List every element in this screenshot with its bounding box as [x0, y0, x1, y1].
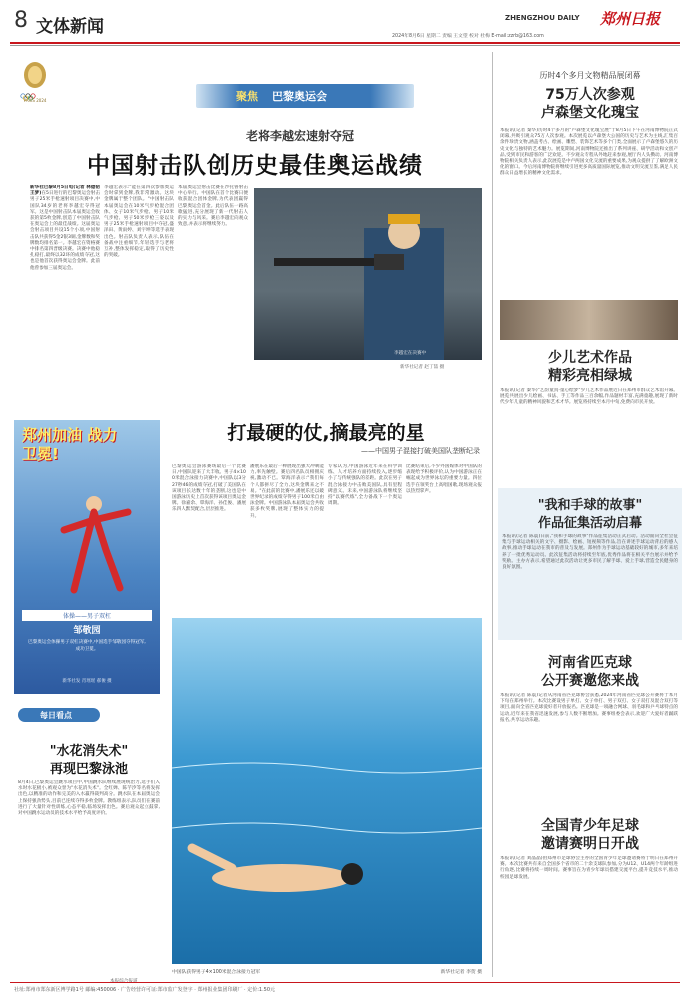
paper-name-cn: 郑州日报 — [600, 10, 661, 28]
daily-tag-label: 每日看点 — [40, 711, 72, 720]
story1-headline-2: 卢森堡文化瑰宝 — [541, 105, 639, 121]
sidebar-athlete: 邹敬园 — [73, 626, 101, 636]
sidebar-event-label: 体操——男子双杠 — [22, 610, 152, 621]
story2-body: 本报讯(记者 秦华)"艺韵童真·童心绘梦"少儿艺术作品展近日在郑州市群众艺术馆开幕。展览共展出少儿绘画、书法、手工等作品三百余幅,作品题材丰富,充满童趣,展现了新时代少年儿童的精神风貌和艺术才华。展览将持续至本月中旬,免费向市民开放。 — [500, 388, 678, 406]
feature-col2: 潘展乐在最后一棒展现出强大冲刺能力,率先触壁。赛后四名队员相拥庆祝,激动不已。覃海洋表示:"我们每个人都拼尽了全力,这块金牌来之不易。"在此前的比赛中,潘展乐还以破世界纪录的成绩夺得男子100米自由泳金牌。中国游泳队本届奥运会共收获多枚奖牌,展现了整体实力的提升。 — [250, 464, 324, 519]
gymnast-figure — [54, 490, 134, 600]
story5-headline-1: 全国青少年足球 — [541, 818, 639, 834]
sidebar-desc: 巴黎奥运会体操男子双杠决赛中,中国选手邹敬园夺得冠军,成功卫冕。 — [28, 640, 146, 652]
page-number: 8 — [14, 8, 28, 33]
swim-credit — [110, 978, 138, 984]
feature-col4: 比赛结束后,不少外国媒体对中国队的表现给予积极评价,认为中国游泳正在崛起成为世界泳坛的重要力量。四位选手在领奖台上高唱国歌,现场观众报以热烈掌声。 — [406, 464, 482, 494]
header-rule — [10, 42, 680, 44]
feature-col3: 专家认为,中国游泳近年来在科学训练、人才培养方面持续投入,逐步缩小了与传统强队的差距。此次在男子混合泳接力中击败美国队,具有里程碑意义。未来,中国游泳队将继续坚持"以赛代练",全力备战下一个奥运周期。 — [328, 464, 402, 507]
lead-byline: 新华社巴黎8月5日电(记者 林德韧 王梦) — [30, 185, 100, 197]
story3-headline-2: 作品征集活动启幕 — [537, 516, 642, 531]
footer-text: 社址:郑州市郑东新区博学路1号 邮编:450006 · 广告经营许可证:郑市监广发登字 · 郑州报业集团印刷厂 · 定价:1.50元 — [14, 987, 276, 993]
paris-logo-text: PARIS 2024 — [23, 98, 47, 103]
sidebar-feature — [14, 420, 160, 694]
lead-body-text-1: 在5日进行的巴黎奥运会射击男子25米手枪速射项目决赛中,中国队34岁的老将李越宏夺得冠军。这是中国射击队本届奥运会收获的第5枚金牌,创造了中国射击队在奥运会上的最佳战绩。这届奥运会射击项目共设15个小项,中国射击队共获得5金2银3铜,金牌数和奖牌数均排名第一。李越宏在资格赛中排名第四晋级决赛。决赛中他稳扎稳打,最终以32环的成绩夺冠,这也是他首次获得奥运会金牌。此前他曾参加三届奥运会。 — [30, 191, 100, 271]
lead-photo — [254, 188, 482, 360]
paris-logo — [16, 58, 54, 106]
swim-headline-2: 再现巴黎泳池 — [49, 762, 128, 777]
story4-headline-2: 公开赛邀您来战 — [541, 673, 639, 689]
feature-photo-caption — [172, 968, 482, 975]
feature-caption-credit: 新华社记者 李贺 摄 — [440, 970, 482, 975]
story1-headline-1: 75万人次参观 — [545, 87, 635, 103]
lead-kicker: 老将李越宏速射夺冠 — [245, 129, 354, 143]
sidebar-title-art: 郑州加油 战力卫冕! — [22, 426, 118, 463]
focus-banner-icon: 聚焦 — [236, 90, 258, 103]
story3-body: 本报讯(记者 陈震)日前,"我和手球的故事"作品征集活动正式启动。活动面向全社会征集与手球运动相关的文字、摄影、绘画、短视频等作品,旨在讲述手球运动背后的感人故事,推动手球运动在我市的普及与发展。郑州作为手球运动基础较好的城市,多年来培养了一批优秀运动员。此次征集活动将持续至年底,优秀作品将在相关平台展示并给予奖励。主办方表示,希望通过此次活动让更多市民了解手球、爱上手球,营造全民健身的良好氛围。 — [502, 534, 678, 571]
right-column-divider — [492, 52, 493, 977]
feature-subhead: ——中国男子混接打破美国队垄断纪录 — [361, 447, 480, 455]
header-rule-thin — [10, 45, 680, 46]
story2-headline-1: 少儿艺术作品 — [548, 350, 632, 366]
sidebar-credit: 新华社发 肖瑶瑶 郝俊 摄 — [62, 679, 112, 684]
story1-body: 本报讯(记者 秦华)历时4个多月的"卢森堡文化瑰宝展"于8月5日下午在河南博物院正式闭幕,共吸引观众75万人次参观。本次展览以卢森堡大公国的历史与艺术为主线,汇集百余件珍贵文物,涵盖考古、绘画、雕塑、装饰艺术等多个门类,全面展示了卢森堡悠久的历史文化与独特的艺术魅力。展览期间,河南博物院还推出了系列讲座、研学活动和文创产品,受到市民和游客的广泛欢迎。不少观众专程从外地赶来参观,展厅内人头攒动。河南博物院相关负责人表示,此次展览是中卢两国文化交流的重要成果,为观众提供了了解欧洲文化的窗口。今后河南博物院将继续引进更多高质量国际展览,推动文明交流互鉴,满足人民群众日益增长的精神文化需求。 — [500, 128, 678, 177]
feature-photo — [172, 618, 482, 964]
feature-headline: 打最硬的仗,摘最亮的星 — [227, 422, 425, 444]
focus-banner-title: 巴黎奥运会 — [272, 90, 327, 103]
story4-headline-1: 河南省匹克球 — [548, 655, 632, 671]
right-top-strip: 历时4个多月文物精品展闭幕 — [539, 71, 641, 80]
swim-body: 8月4日,巴黎奥运会跳水项目中,中国跳水队继续展现统治力,选手们入水时水花极小,被观众誉为"水花消失术"。全红婵、陈芋汐等名将发挥出色,以精准的动作和完美的入水赢得裁判高分。跳水队在本届奥运会上保持强劲势头,目前已连续夺得多枚金牌。教练组表示,队员们在赛前进行了大量针对性训练,心态平稳,临场发挥出色。赛后观众起立鼓掌,对中国跳水运动员的技术水平给予高度评价。 — [18, 780, 160, 817]
paper-name-en: ZHENGZHOU DAILY — [505, 14, 580, 22]
story5-headline-2: 邀请赛明日开战 — [541, 836, 639, 852]
lead-body-col2: 李越宏表示:"能在第四次参加奥运会时拿到金牌,我非常激动。这块金牌属于整个团队。"中国射击队本届奥运会在10米气步枪混合团体、女子10米气步枪、男子10米气步枪、男子50米步枪三姿以及男子25米手枪速射项目中夺冠,盛泽田、黄雨婷、刘宇坤等选手表现出色。射击队负责人表示,队伍在备战中注重细节,年轻选手与老将互补,整体发挥稳定,取得了历史性的突破。 — [104, 185, 174, 259]
story5-body: 本报讯(记者 刘晶晶)由郑州市足球协会主办的全国青少年足球邀请赛将于明日在郑州开赛。本次比赛共有来自全国多个省市的二十余支球队参加,分为U12、U14两个年龄组进行角逐,比赛将持续一周时间。赛事旨在为青少年球员搭建交流平台,提升竞技水平,推动校园足球发展。 — [500, 856, 678, 880]
page-header — [0, 0, 690, 46]
lead-body-col3: 本届奥运会射击比赛在沙托鲁射击中心举行。中国队在首个比赛日便收获混合团体金牌,为代表团赢得巴黎奥运会首金。此后队伍一路高歌猛进,充分展现了新一代射击人的实力与风采。赛后李越宏向观众致意,并表示将继续努力。 — [178, 185, 248, 228]
story3-headline-1: "我和手球的故事" — [537, 498, 643, 513]
lead-body-col1 — [30, 185, 100, 375]
lead-headline: 中国射击队创历史最佳奥运战绩 — [87, 153, 423, 179]
story4-body: 本报讯(记者 陈震)记者从河南省匹克球协会获悉,2024年河南省匹克球公开赛将于本月下旬在郑州举行。本次比赛设男子单打、女子单打、男子双打、女子双打及混合双打等项目,面向全省匹克球爱好者开放报名。匹克球是一项融合网球、羽毛球和乒乓球特点的运动,近年来在我省迅速发展,参与人数不断增加。赛事组委会表示,欢迎广大爱好者踊跃报名,共享运动乐趣。 — [500, 693, 678, 723]
swim-headline-1: "水花消失术" — [49, 744, 129, 759]
feature-caption-text: 中国队获得男子4×100米混合泳接力冠军 — [172, 970, 261, 975]
story2-headline-2: 精彩亮相绿城 — [548, 368, 632, 384]
section-name: 文体新闻 — [36, 17, 104, 37]
focus-banner — [196, 84, 414, 108]
daily-tag — [18, 708, 100, 722]
story1-photo — [500, 300, 678, 340]
footer-rule — [10, 982, 680, 983]
lead-photo-credit: 新华社记者 赵丁喆 摄 — [400, 365, 445, 370]
feature-col1: 巴黎奥运会游泳赛场最后一个比赛日,中国队迎来了大丰收。男子4×100米混合泳接力决赛中,中国队以3分27秒46的成绩夺冠,打破了美国队在该项目长达数十年的垄断,这也是中国游泳历史上首次获得该项目奥运金牌。徐嘉余、覃海洋、孙佳俊、潘展乐四人默契配合,层层推进。 — [172, 464, 246, 513]
lead-photo-caption: 李越宏在决赛中 — [394, 351, 427, 356]
date-line: 2024年8月6日 星期二 责编 王文望 校对 杜梅 E-mail:zzrb@163.com — [392, 34, 544, 39]
